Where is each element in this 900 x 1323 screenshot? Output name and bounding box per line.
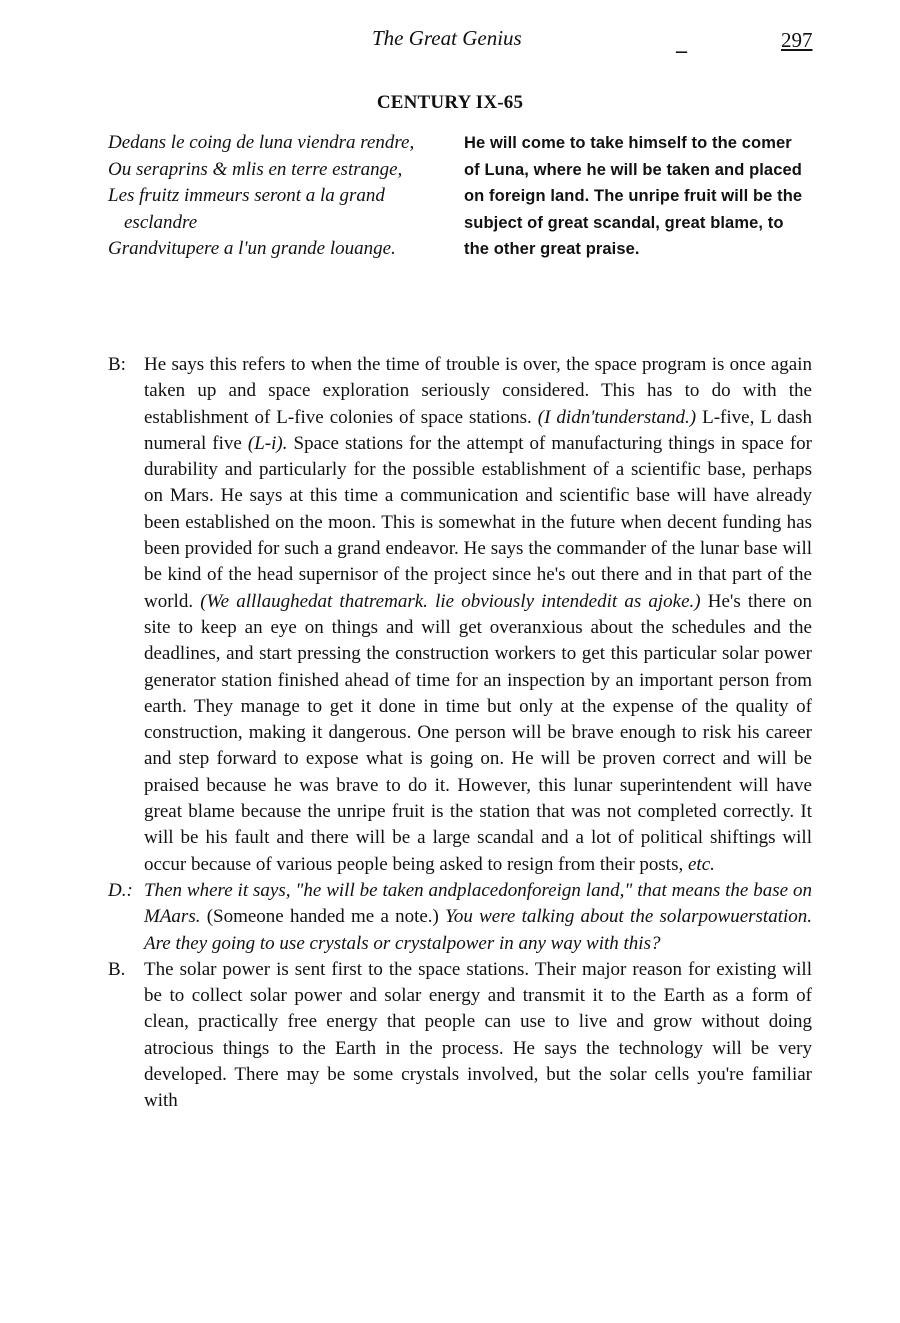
- italic-text-segment: etc.: [687, 853, 715, 875]
- century-heading: CENTURY IX-65: [376, 92, 524, 113]
- text-segment: L-five, L dash numeral five: [144, 406, 813, 454]
- text-segment: The solar power is sent first to the space stations. Their major reason for existing will be to collect solar power and solar energy and transmit it to the Earth as a form of clean, practically free energy that people can use to live and grow without doing atrocious things to the Earth in the process. He says the technology will be very developed. There may be some crystals involved, but the solar cells you're familiar with: [144, 958, 812, 1112]
- french-line: Ou seraprins & mlis en terre estrange,: [108, 158, 403, 180]
- dialogue-paragraph: [108, 878, 812, 957]
- page-number: 297: [781, 28, 813, 52]
- running-title: The Great Genius: [372, 26, 522, 50]
- text-segment: Space stations for the attempt of manufacturing things in space for durability and particularly for the possible establishment of a scientific base, perhaps on Mars. He says at this time a communication and scientific base will have already been established on the moon. This is somewhat in the future when decent funding has been provided for such a grand endeavor. He says the commander of the lunar base will be kind of the head supernisor of the project since he's out there and in that part of the world.: [144, 432, 813, 612]
- quatrain-english: He will come to take himself to the comer of Luna, where he will be taken and placed on foreign land. The unripe fruit will be the subject of great scandal, great blame, to the other great praise.: [464, 134, 803, 258]
- french-line: Dedans le coing de luna viendra rendre,: [108, 132, 415, 153]
- text-segment: He says this refers to when the time of trouble is over, the space program is once again taken up and space exploration seriously considered. This has to do with the establishment of L-five colonies of space stations.: [144, 354, 812, 428]
- running-head: [0, 22, 900, 62]
- dialogue-paragraph: [108, 957, 812, 1115]
- speaker-label: B:: [108, 354, 126, 375]
- italic-text-segment: Then where it says, "he will be taken andplacedonforeign land," that means the base on MAars.: [144, 879, 812, 928]
- italic-text-segment: You were talking about the solarpowuerstation. Are they going to use crystals or crystalpower in any way with this?: [144, 906, 813, 954]
- italic-text-segment: (L-i).: [247, 432, 288, 454]
- speaker-label: D.:: [108, 879, 133, 901]
- french-line: Grandvitupere a l'un grande louange.: [108, 238, 396, 259]
- dialogue-paragraph: [108, 352, 812, 878]
- header-dash: _: [676, 30, 687, 55]
- text-segment: He's there on site to keep an eye on things and will get overanxious about the schedules and the deadlines, and start pressing the construction workers to get this particular solar power generator station finished ahead of time for an inspection by an important person from earth. They manage to get it done in time but only at the expense of the quality of construction, making it dangerous. One person will be brave enough to risk his career and step forward to expose what is going on. He will be proven correct and will be praised because he was brave to do it. However, this lunar superintendent will have great blame because the unripe fruit is the station that was not completed correctly. It will be his fault and there will be a large scandal and a lot of political shiftings will occur because of various people being asked to resign from their posts,: [144, 590, 812, 875]
- dialogue-body: [108, 352, 812, 1115]
- speaker-label: B.: [108, 958, 126, 980]
- italic-text-segment: (I didn'tunderstand.): [537, 406, 697, 428]
- text-segment: (Someone handed me a note.): [200, 906, 446, 928]
- quatrain-french: [108, 130, 448, 263]
- french-line: Les fruitz immeurs seront a la grand esclandre: [108, 185, 385, 233]
- italic-text-segment: (We alllaughedat thatremark. lie obviously intendedit as ajoke.): [200, 590, 701, 612]
